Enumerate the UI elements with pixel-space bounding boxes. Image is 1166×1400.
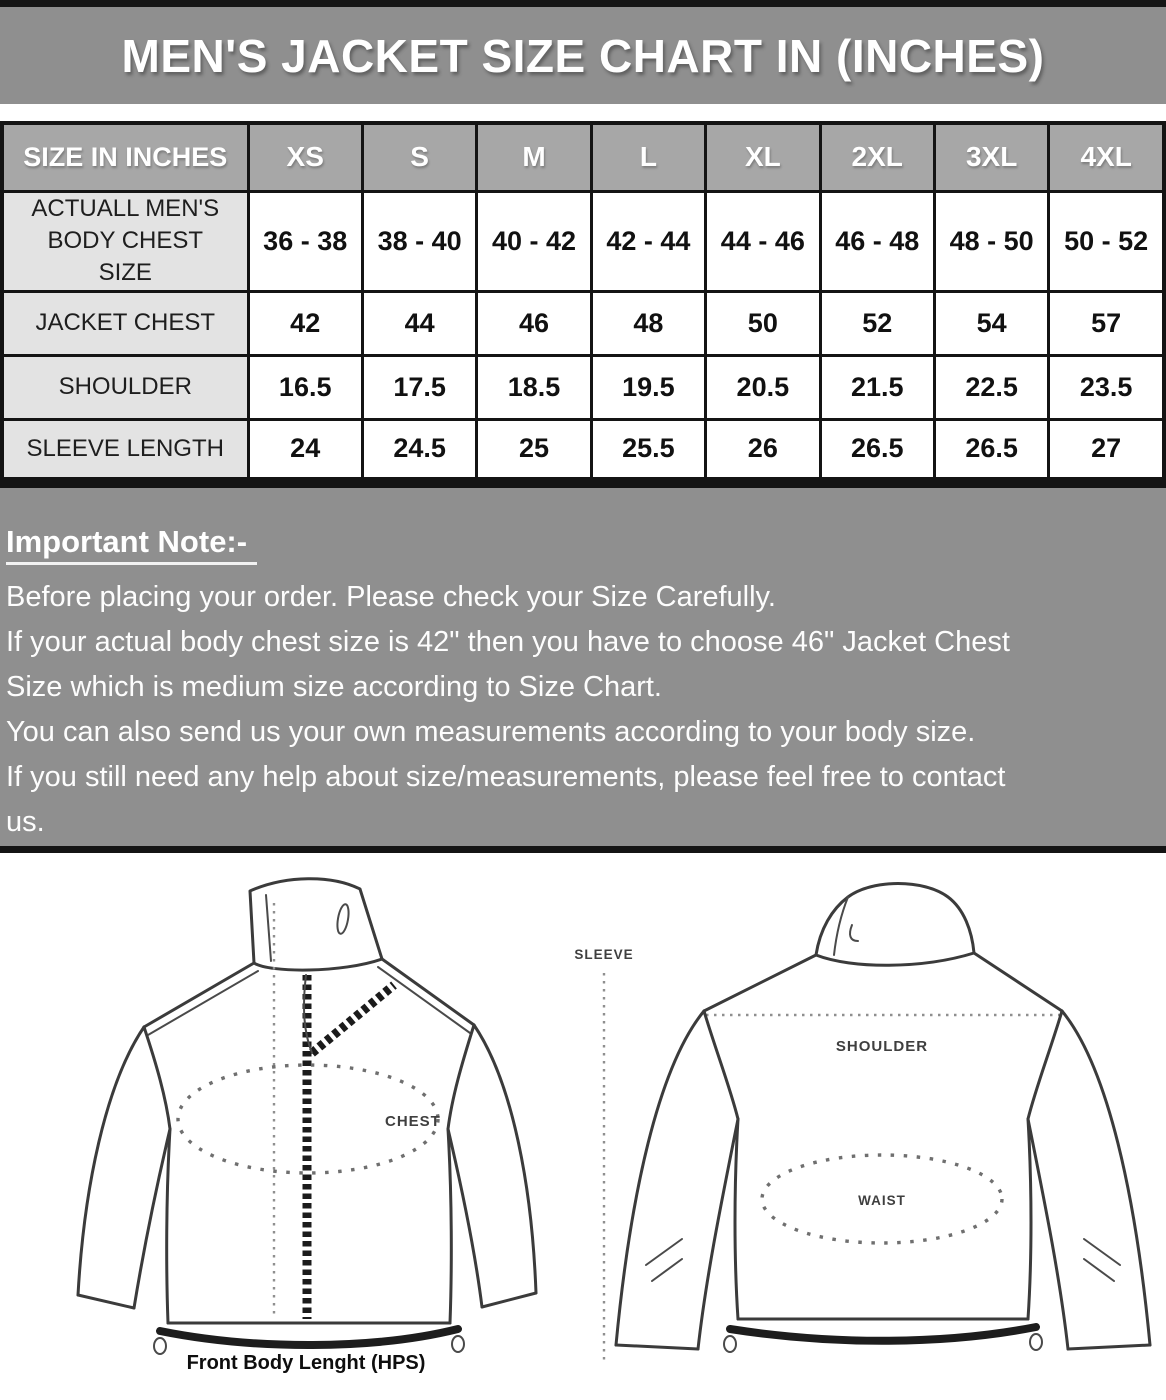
- table-cell: 25.5: [591, 419, 705, 479]
- table-cell: 54: [934, 291, 1048, 355]
- table-cell: 25: [477, 419, 591, 479]
- chest-label: CHEST: [385, 1113, 441, 1131]
- table-cell: 22.5: [934, 355, 1048, 419]
- table-row-jacket-chest: [2, 291, 1164, 355]
- table-cell: 46 - 48: [820, 191, 934, 291]
- back-jacket-diagram: [552, 867, 1160, 1383]
- col-header-3xl: 3XL: [934, 123, 1048, 191]
- size-table: [0, 121, 1166, 481]
- note-line: If you still need any help about size/measurements, please feel free to contact: [6, 761, 1006, 794]
- sleeve-label: SLEEVE: [574, 947, 634, 963]
- col-header-xl: XL: [706, 123, 820, 191]
- table-cell: 19.5: [591, 355, 705, 419]
- note-heading: Important Note:-: [6, 524, 257, 565]
- table-cell: 26.5: [820, 419, 934, 479]
- table-cell: 46: [477, 291, 591, 355]
- front-jacket-diagram: [44, 867, 564, 1379]
- table-cell: 20.5: [706, 355, 820, 419]
- col-header-m: M: [477, 123, 591, 191]
- measurement-diagrams: [0, 853, 1166, 1383]
- table-cell: 50: [706, 291, 820, 355]
- important-note-section: [0, 481, 1166, 853]
- table-cell: 38 - 40: [362, 191, 476, 291]
- table-cell: 26.5: [934, 419, 1048, 479]
- table-row-sleeve-length: [2, 419, 1164, 479]
- table-cell: 57: [1049, 291, 1164, 355]
- table-row-shoulder: [2, 355, 1164, 419]
- table-cell: 24: [248, 419, 362, 479]
- table-cell: 23.5: [1049, 355, 1164, 419]
- title-bar: [0, 0, 1166, 104]
- col-header-l: L: [591, 123, 705, 191]
- table-cell: 21.5: [820, 355, 934, 419]
- col-header-size-in-inches: SIZE IN INCHES: [2, 123, 248, 191]
- col-header-s: S: [362, 123, 476, 191]
- table-cell: 40 - 42: [477, 191, 591, 291]
- table-cell: 44 - 46: [706, 191, 820, 291]
- table-header-row: [2, 123, 1164, 191]
- row-label-shoulder: SHOULDER: [2, 355, 248, 419]
- col-header-xs: XS: [248, 123, 362, 191]
- row-label-sleeve-length: SLEEVE LENGTH: [2, 419, 248, 479]
- table-cell: 42 - 44: [591, 191, 705, 291]
- row-label-jacket-chest: JACKET CHEST: [2, 291, 248, 355]
- table-cell: 44: [362, 291, 476, 355]
- table-cell: 42: [248, 291, 362, 355]
- table-cell: 16.5: [248, 355, 362, 419]
- table-cell: 27: [1049, 419, 1164, 479]
- waist-label: WAIST: [858, 1193, 906, 1209]
- table-cell: 17.5: [362, 355, 476, 419]
- table-cell: 48 - 50: [934, 191, 1048, 291]
- note-line: You can also send us your own measurements according to your body size.: [6, 716, 976, 749]
- note-line: Before placing your order. Please check your Size Carefully.: [6, 581, 776, 614]
- table-cell: 52: [820, 291, 934, 355]
- front-body-length-label: Front Body Lenght (HPS): [186, 1352, 426, 1375]
- table-cell: 18.5: [477, 355, 591, 419]
- shoulder-label: SHOULDER: [835, 1038, 929, 1056]
- note-line: us.: [6, 806, 45, 839]
- table-cell: 50 - 52: [1049, 191, 1164, 291]
- row-label-body-chest-size: ACTUALL MEN'S BODY CHEST SIZE: [2, 191, 248, 291]
- table-row-body-chest-size: [2, 191, 1164, 291]
- col-header-4xl: 4XL: [1049, 123, 1164, 191]
- note-line: If your actual body chest size is 42" then you have to choose 46" Jacket Chest: [6, 626, 1010, 659]
- table-cell: 36 - 38: [248, 191, 362, 291]
- col-header-2xl: 2XL: [820, 123, 934, 191]
- page-title: MEN'S JACKET SIZE CHART IN (INCHES): [121, 29, 1045, 82]
- note-line: Size which is medium size according to Size Chart.: [6, 671, 662, 704]
- table-cell: 48: [591, 291, 705, 355]
- table-cell: 26: [706, 419, 820, 479]
- table-cell: 24.5: [362, 419, 476, 479]
